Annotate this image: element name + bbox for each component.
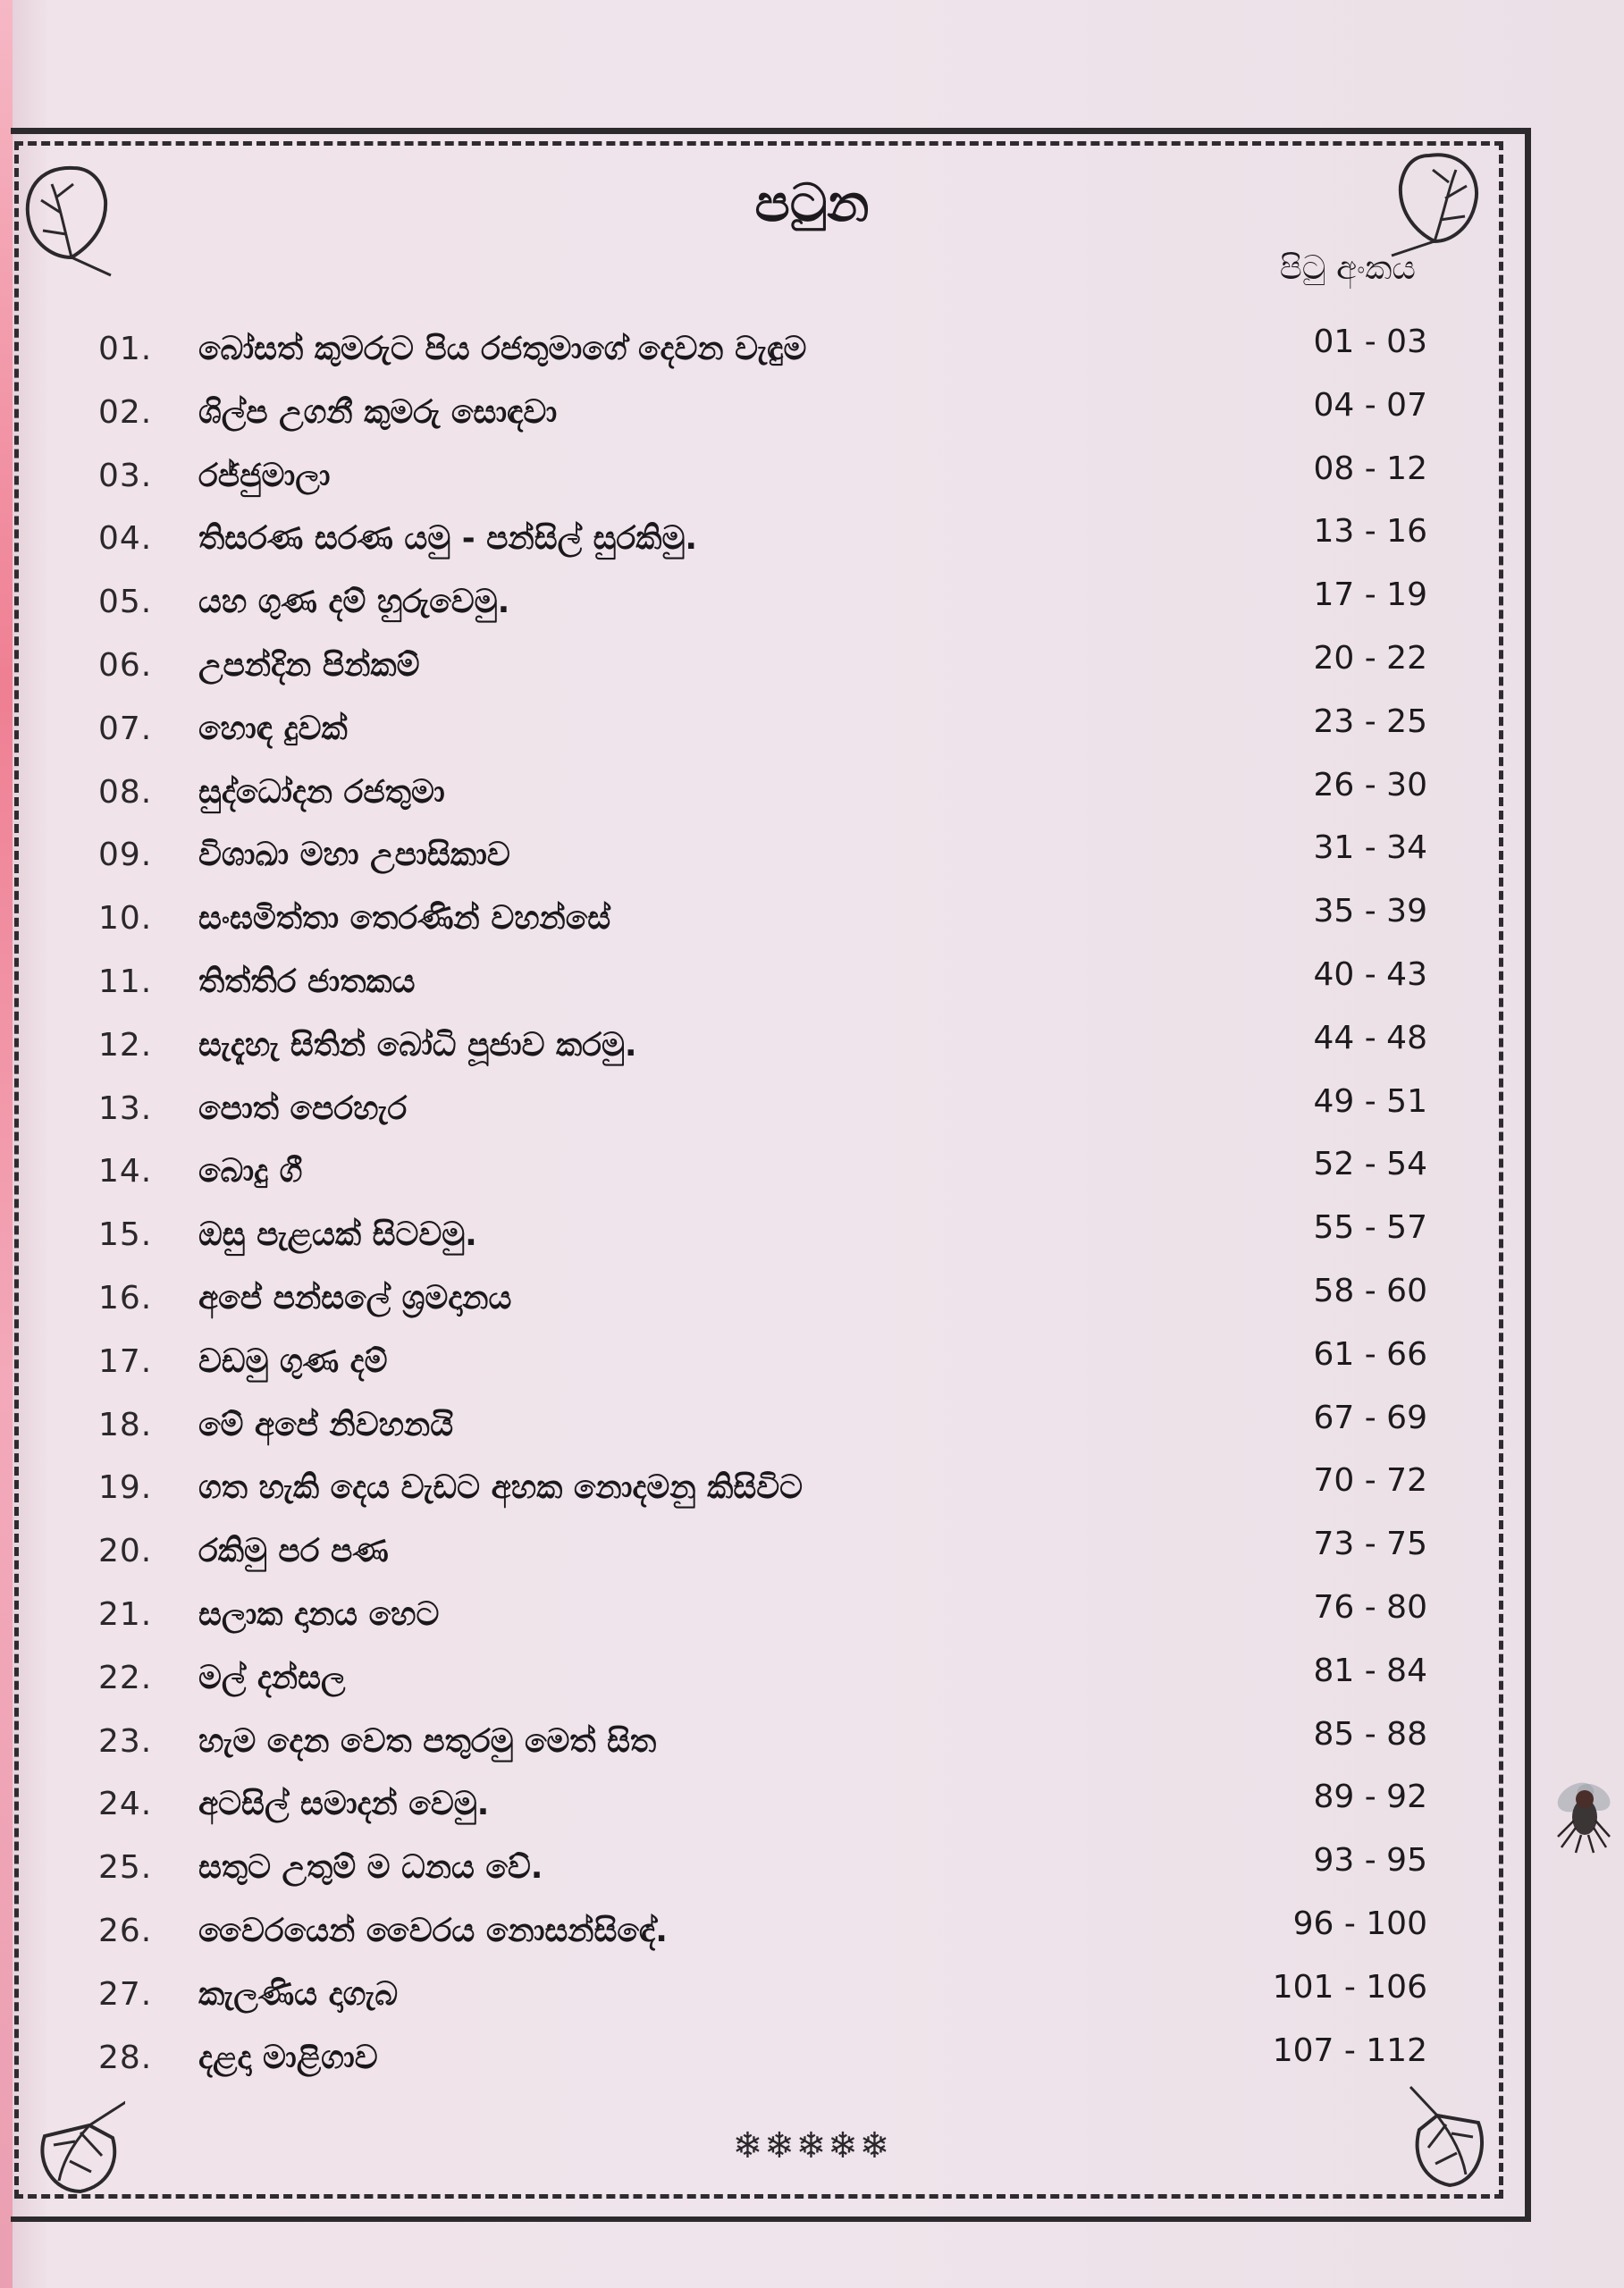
entry-title: මේ අපේ නිවහනයි — [198, 1406, 454, 1443]
toc-entry — [0, 829, 1624, 890]
entry-pages: 101 - 106 — [1272, 1968, 1427, 2006]
entry-pages: 35 - 39 — [1313, 893, 1427, 930]
entry-title: ඔසු පැළයක් සිටවමු. — [198, 1216, 477, 1254]
toc-entry — [0, 1399, 1624, 1460]
toc-entry — [0, 450, 1624, 511]
entry-pages: 70 - 72 — [1313, 1462, 1427, 1500]
entry-number: 22. — [98, 1659, 153, 1696]
entry-pages: 58 - 60 — [1313, 1273, 1427, 1309]
toc-entry — [0, 1273, 1624, 1333]
toc-entry — [0, 893, 1624, 954]
toc-entry — [0, 324, 1624, 384]
entry-number: 28. — [98, 2039, 153, 2076]
entry-title: සුද්ධෝදන රජතුමා — [198, 773, 445, 811]
toc-entry — [0, 386, 1624, 448]
page-title: පටුන — [754, 172, 870, 233]
toc-entry — [0, 702, 1624, 764]
entry-title: මල් දන්සල — [198, 1659, 346, 1696]
entry-pages: 01 - 03 — [1313, 324, 1427, 360]
entry-number: 23. — [98, 1722, 153, 1760]
entry-title: විශාඛා මහා උපාසිකාව — [198, 837, 510, 874]
entry-title: රකිමු පර පණ — [198, 1533, 389, 1570]
entry-pages: 44 - 48 — [1313, 1019, 1427, 1056]
entry-number: 04. — [98, 520, 153, 558]
entry-pages: 67 - 69 — [1313, 1399, 1427, 1436]
toc-entry — [0, 1019, 1624, 1081]
entry-title: අපේ පන්සලේ ශ්‍රමදානය — [198, 1280, 512, 1316]
entry-number: 27. — [98, 1975, 153, 2013]
entry-title: උපන්දින පින්කම් — [198, 647, 420, 684]
entry-number: 07. — [98, 710, 153, 747]
toc-entry — [0, 1968, 1624, 2030]
entry-title: ගත හැකි දෙය වැඩට අහක නොදමනු කිසිවිට — [198, 1469, 803, 1507]
toc-entry — [0, 1715, 1624, 1777]
entry-title: රජ්ජුමාලා — [198, 457, 331, 494]
entry-pages: 17 - 19 — [1313, 576, 1427, 614]
entry-title: යහ ගුණ දම් හුරුවෙමු. — [198, 584, 510, 621]
entry-number: 01. — [98, 331, 153, 367]
entry-pages: 23 - 25 — [1313, 702, 1427, 740]
toc-entry — [0, 1779, 1624, 1839]
entry-number: 08. — [98, 773, 153, 811]
toc-entry — [0, 1589, 1624, 1650]
entry-number: 12. — [98, 1026, 153, 1064]
entry-pages: 89 - 92 — [1313, 1779, 1427, 1816]
entry-title: වඩමු ගුණ දම් — [198, 1342, 388, 1380]
entry-pages: 93 - 95 — [1313, 1842, 1427, 1880]
entry-pages: 08 - 12 — [1313, 450, 1427, 487]
entry-pages: 85 - 88 — [1313, 1715, 1427, 1753]
entry-number: 06. — [98, 647, 153, 684]
entry-title: ශිල්ප උගනී කුමරු සොඳවා — [198, 393, 558, 431]
entry-pages: 52 - 54 — [1313, 1146, 1427, 1183]
entry-number: 25. — [98, 1849, 153, 1887]
entry-pages: 61 - 66 — [1313, 1335, 1427, 1373]
toc-entry — [0, 1905, 1624, 1966]
entry-pages: 13 - 16 — [1313, 513, 1427, 551]
toc-entry — [0, 1462, 1624, 1523]
fly-icon — [1549, 1774, 1617, 1855]
entry-title: කැලණිය දාගැබ — [198, 1975, 399, 2013]
entry-title: හොඳ දුවක් — [198, 710, 348, 747]
toc-entry — [0, 1842, 1624, 1903]
toc-entry — [0, 1209, 1624, 1270]
entry-number: 24. — [98, 1786, 153, 1823]
entry-pages: 76 - 80 — [1313, 1589, 1427, 1626]
entry-number: 02. — [98, 393, 153, 431]
entry-pages: 49 - 51 — [1313, 1082, 1427, 1120]
entry-pages: 26 - 30 — [1313, 766, 1427, 803]
toc-entry — [0, 576, 1624, 637]
entry-number: 15. — [98, 1216, 153, 1254]
entry-title: තිත්තිර ජාතකය — [198, 963, 416, 1000]
entry-title: බොදු ගී — [198, 1153, 303, 1190]
toc-entry — [0, 1082, 1624, 1144]
entry-number: 16. — [98, 1280, 153, 1316]
entry-number: 26. — [98, 1913, 153, 1949]
toc-entry — [0, 956, 1624, 1017]
entry-pages: 20 - 22 — [1313, 640, 1427, 677]
entry-title: සලාක දානය හෙට — [198, 1596, 440, 1633]
entry-number: 09. — [98, 837, 153, 874]
toc-entry — [0, 640, 1624, 701]
entry-pages: 40 - 43 — [1313, 956, 1427, 993]
entry-title: වෛරයෙන් වෛරය නොසන්සිඳේ. — [198, 1913, 668, 1949]
entry-title: පොත් පෙරහැර — [198, 1089, 408, 1127]
entry-number: 05. — [98, 584, 153, 621]
entry-title: හැම දෙන වෙත පතුරමු මෙත් සිත — [198, 1722, 657, 1760]
entry-title: තිසරණ සරණ යමු - පන්සිල් සුරකිමු. — [198, 520, 698, 558]
entry-number: 17. — [98, 1342, 153, 1380]
entry-pages: 55 - 57 — [1313, 1209, 1427, 1247]
entry-number: 14. — [98, 1153, 153, 1190]
entry-number: 11. — [98, 963, 153, 1000]
entry-number: 21. — [98, 1596, 153, 1633]
entry-pages: 04 - 07 — [1313, 386, 1427, 424]
entry-number: 10. — [98, 900, 153, 938]
entry-pages: 73 - 75 — [1313, 1526, 1427, 1563]
toc-entry — [0, 513, 1624, 574]
entry-number: 18. — [98, 1406, 153, 1443]
entry-number: 20. — [98, 1533, 153, 1570]
entry-pages: 31 - 34 — [1313, 829, 1427, 867]
entry-number: 13. — [98, 1089, 153, 1127]
entry-number: 19. — [98, 1469, 153, 1507]
entry-pages: 107 - 112 — [1272, 2031, 1427, 2069]
page-number-column-heading: පිටු අංකය — [1279, 248, 1416, 287]
entry-title: සැදැහැ සිතින් බෝධි පූජාව කරමු. — [198, 1026, 637, 1064]
entry-title: අටසිල් සමාදන් වෙමු. — [198, 1786, 490, 1823]
snowflake-ornament-icon: ❄❄❄❄❄ — [732, 2125, 892, 2166]
entry-title: සතුට උතුම් ම ධනය වේ. — [198, 1849, 543, 1887]
entry-title: බෝසත් කුමරුට පිය රජතුමාගේ දෙවන වැඳුම — [198, 331, 807, 367]
entry-title: සංඝමිත්තා තෙරණින් වහන්සේ — [198, 900, 611, 938]
toc-entry — [0, 2031, 1624, 2093]
entry-title: දළදා මාළිගාව — [198, 2039, 378, 2076]
entry-number: 03. — [98, 457, 153, 494]
toc-entry — [0, 1146, 1624, 1207]
toc-entry — [0, 1526, 1624, 1586]
entry-pages: 81 - 84 — [1313, 1652, 1427, 1689]
toc-entry — [0, 766, 1624, 828]
entry-pages: 96 - 100 — [1292, 1905, 1427, 1942]
toc-entry — [0, 1335, 1624, 1397]
toc-entry — [0, 1652, 1624, 1713]
